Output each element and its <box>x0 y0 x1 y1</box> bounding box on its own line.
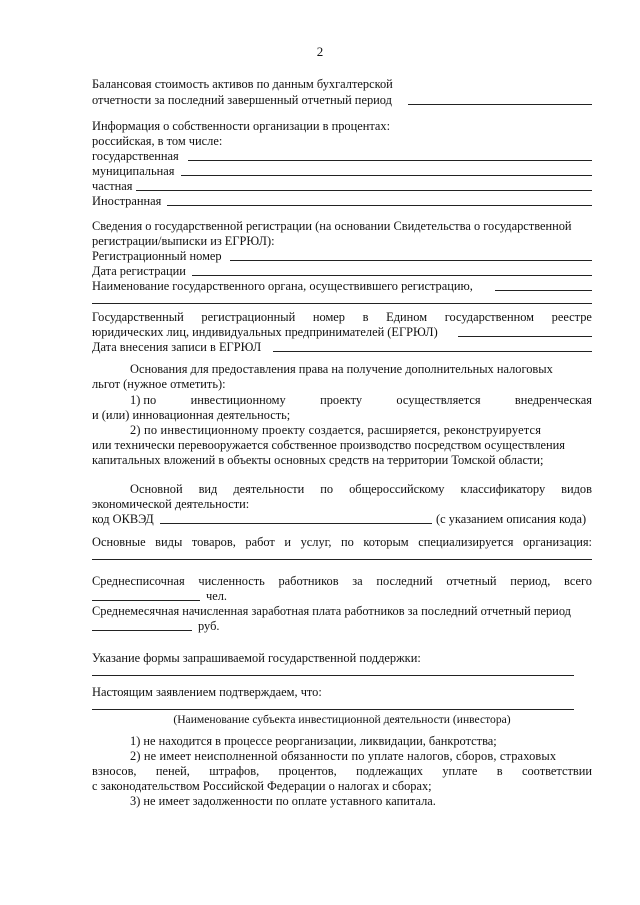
goods-field[interactable] <box>92 559 592 560</box>
staff-count-field[interactable] <box>92 600 200 601</box>
confirm-item-2: 2) не имеет неисполненной обязанности по уплате налогов, сборов, страховых <box>130 749 557 763</box>
confirm-item-1: 1) не находится в процессе реорганизации, ликвидации, банкротства; <box>130 734 497 748</box>
staff-unit: чел. <box>206 589 228 603</box>
salary-field[interactable] <box>92 630 192 631</box>
ownership-heading: Информация о собственности организации в процентах: <box>92 119 391 133</box>
okved-code-field[interactable] <box>160 523 432 524</box>
confirm-label: Настоящим заявлением подтверждаем, что: <box>92 685 322 699</box>
reg-date-label: Дата регистрации <box>92 264 186 278</box>
egrul-number-field[interactable] <box>458 336 592 337</box>
okved-line-2: экономической деятельности: <box>92 497 250 511</box>
reg-number-label: Регистрационный номер <box>92 249 222 263</box>
registration-intro-1: Сведения о государственной регистрации (на основании Свидетельства о государственной <box>92 219 572 233</box>
balance-line-1: Балансовая стоимость активов по данным бухгалтерской <box>92 77 393 91</box>
ownership-municipal-field[interactable] <box>181 175 592 176</box>
salary-label: Среднемесячная начисленная заработная плата работников за последний отчетный период <box>92 604 571 618</box>
grounds-item-2-line-2: или технически перевооружается собственное производство посредством осуществления <box>92 438 566 452</box>
investor-name-field[interactable] <box>92 709 574 710</box>
investor-name-caption: (Наименование субъекта инвестиционной деятельности (инвестора) <box>173 713 511 726</box>
support-label: Указание формы запрашиваемой государственной поддержки: <box>92 651 421 665</box>
okved-code-label: код ОКВЭД <box>92 512 154 526</box>
goods-label: Основные виды товаров, работ и услуг, по которым специализируется организация: <box>92 535 592 549</box>
egrul-line-2: юридических лиц, индивидуальных предпринимателей (ЕГРЮЛ) <box>92 325 438 339</box>
ownership-private-field[interactable] <box>136 190 592 191</box>
grounds-item-1[interactable]: 1) по инвестиционному проекту осуществляется внедренческая <box>130 393 592 407</box>
support-field[interactable] <box>92 675 574 676</box>
confirm-item-2-line-3: с законодательством Российской Федерации о налогах и сборах; <box>92 779 432 793</box>
ownership-subheading: российская, в том числе: <box>92 134 223 148</box>
ownership-state-label: государственная <box>92 149 179 163</box>
egrul-line-1: Государственный регистрационный номер в Едином государственном реестре <box>92 310 592 324</box>
reg-authority-field-2[interactable] <box>92 303 592 304</box>
reg-authority-field[interactable] <box>495 290 592 291</box>
reg-authority-label: Наименование государственного органа, осуществившего регистрацию, <box>92 279 473 293</box>
confirm-item-2-line-2: взносов, пеней, штрафов, процентов, подлежащих уплате в соответствии <box>92 764 592 778</box>
grounds-item-1-line-2: и (или) инновационная деятельность; <box>92 408 291 422</box>
grounds-heading-1: Основания для предоставления права на получение дополнительных налоговых <box>130 362 553 376</box>
ownership-state-field[interactable] <box>188 160 592 161</box>
ownership-private-label: частная <box>92 179 133 193</box>
grounds-item-2[interactable]: 2) по инвестиционному проекту создается, расширяется, реконструируется <box>130 423 542 437</box>
page-number: 2 <box>316 44 324 59</box>
egrul-date-label: Дата внесения записи в ЕГРЮЛ <box>92 340 262 354</box>
balance-line-2: отчетности за последний завершенный отчетный период <box>92 93 392 107</box>
ownership-municipal-label: муниципальная <box>92 164 175 178</box>
staff-label: Среднесписочная численность работников за последний отчетный период, всего <box>92 574 592 588</box>
balance-value-field[interactable] <box>408 104 592 105</box>
grounds-heading-2: льгот (нужное отметить): <box>92 377 226 391</box>
egrul-date-field[interactable] <box>273 351 592 352</box>
salary-unit: руб. <box>198 619 220 633</box>
okved-code-note: (с указанием описания кода) <box>436 512 587 526</box>
reg-date-field[interactable] <box>192 275 592 276</box>
ownership-foreign-field[interactable] <box>167 205 592 206</box>
grounds-item-2-line-3: капитальных вложений в объекты основных средств на территории Томской области; <box>92 453 544 467</box>
okved-line-1: Основной вид деятельности по общероссийскому классификатору видов <box>130 482 592 496</box>
reg-number-field[interactable] <box>230 260 592 261</box>
confirm-item-3: 3) не имеет задолженности по оплате уставного капитала. <box>130 794 436 808</box>
registration-intro-2: регистрации/выписки из ЕГРЮЛ): <box>92 234 275 248</box>
ownership-foreign-label: Иностранная <box>92 194 162 208</box>
